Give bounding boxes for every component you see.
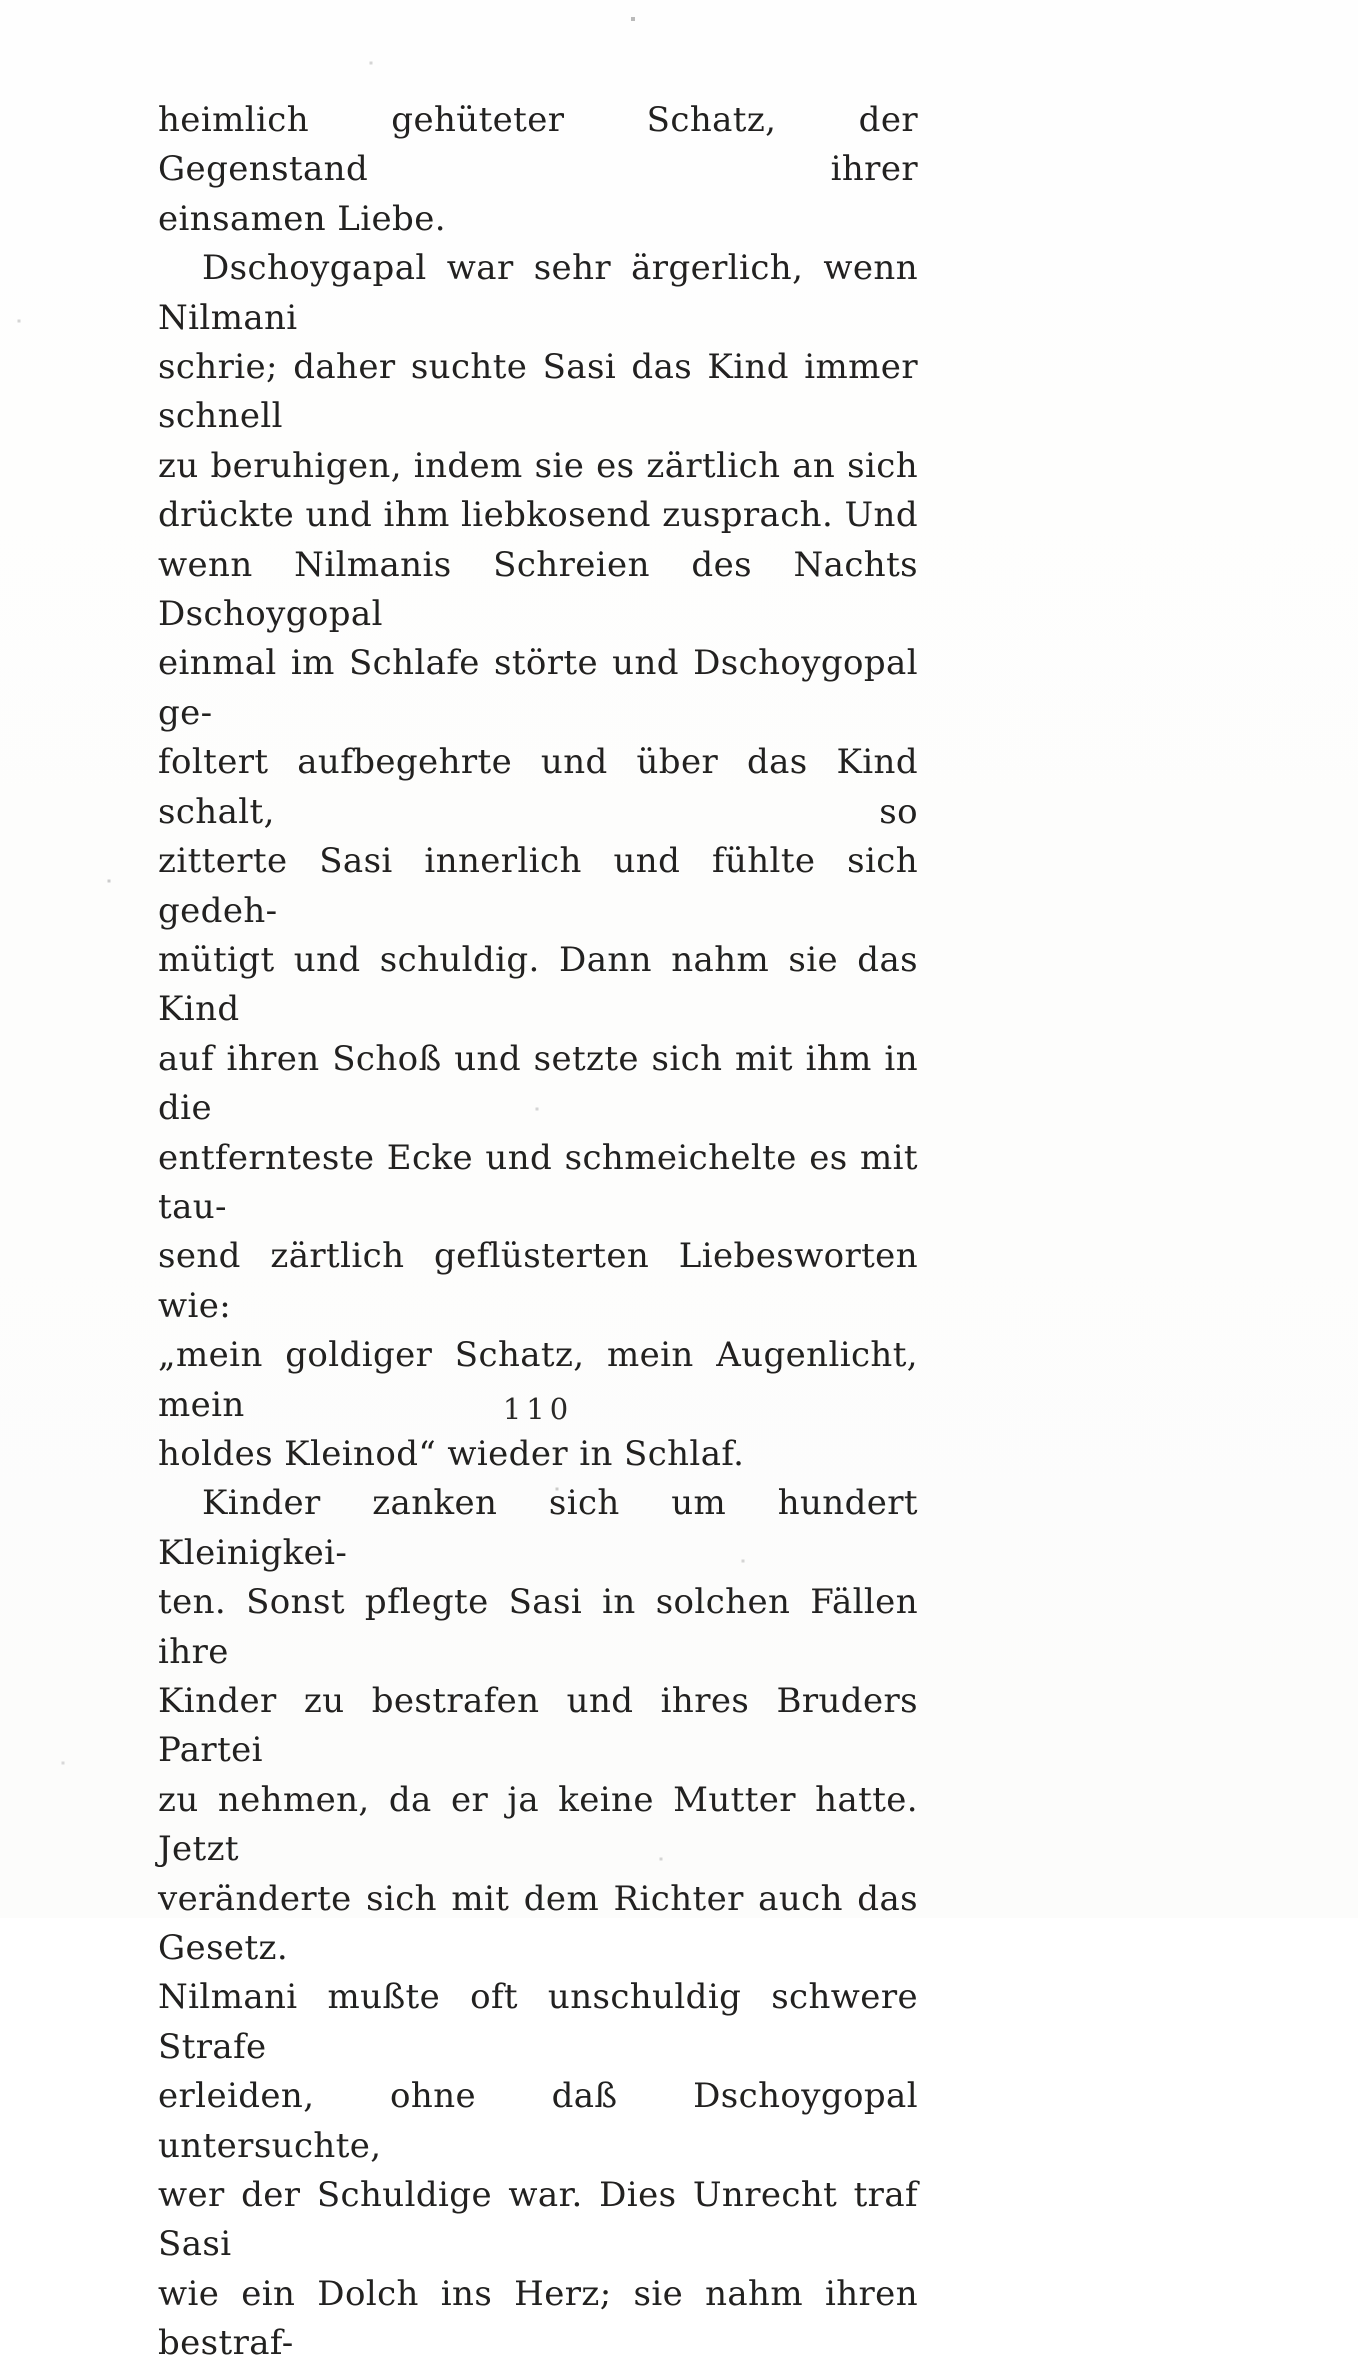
text-line: einmal im Schlafe störte und Dschoygopal ge- <box>158 643 918 733</box>
text-line: wenn Nilmanis Schreien des Nachts Dschoygopal <box>158 544 918 635</box>
text-line: heimlich gehüteter Schatz, der Gegenstand ihrer <box>158 100 918 190</box>
text-line: Dschoygapal war sehr ärgerlich, wenn Nilmani <box>158 248 918 338</box>
text-line: zu beruhigen, indem sie es zärtlich an sich <box>158 445 918 486</box>
text-line: entfernteste Ecke und schmeichelte es mit tau- <box>158 1137 918 1227</box>
text-line: Nilmani mußte oft unschuldig schwere Strafe <box>158 1977 918 2067</box>
text-line: veränderte sich mit dem Richter auch das Gesetz. <box>158 1878 918 1969</box>
text-line: mütigt und schuldig. Dann nahm sie das Kind <box>158 939 918 1030</box>
text-line: „mein goldiger Schatz, mein Augenlicht, mein <box>158 1335 918 1425</box>
text-line: drückte und ihm liebkosend zusprach. Und <box>158 495 918 536</box>
text-line: wie ein Dolch ins Herz; sie nahm ihren bestraf- <box>158 2273 918 2364</box>
text-line: einsamen Liebe. <box>158 198 446 239</box>
text-line: zitterte Sasi innerlich und fühlte sich gedeh- <box>158 841 918 931</box>
text-line: ten. Sonst pflegte Sasi in solchen Fällen ihre <box>158 1582 918 1672</box>
text-line: Kinder zu bestrafen und ihres Bruders Partei <box>158 1681 918 1771</box>
page-number: 110 <box>502 1392 574 1426</box>
scan-noise-specks <box>0 0 2 2</box>
text-line: holdes Kleinod“ wieder in Schlaf. <box>158 1433 745 1474</box>
text-line: foltert aufbegehrte und über das Kind schalt, so <box>158 742 918 832</box>
text-line: erleiden, ohne daß Dschoygopal untersuchte, <box>158 2076 918 2166</box>
text-line: zu nehmen, da er ja keine Mutter hatte. Jetzt <box>158 1779 918 1870</box>
text-line: schrie; daher suchte Sasi das Kind immer schnell <box>158 347 918 437</box>
body-text-block <box>158 96 918 2369</box>
text-line: Kinder zanken sich um hundert Kleinigkei- <box>158 1483 918 1573</box>
text-line: send zärtlich geflüsterten Liebesworten wie: <box>158 1236 918 1326</box>
text-line: auf ihren Schoß und setzte sich mit ihm in die <box>158 1038 918 1129</box>
text-line: wer der Schuldige war. Dies Unrecht traf Sasi <box>158 2175 918 2265</box>
